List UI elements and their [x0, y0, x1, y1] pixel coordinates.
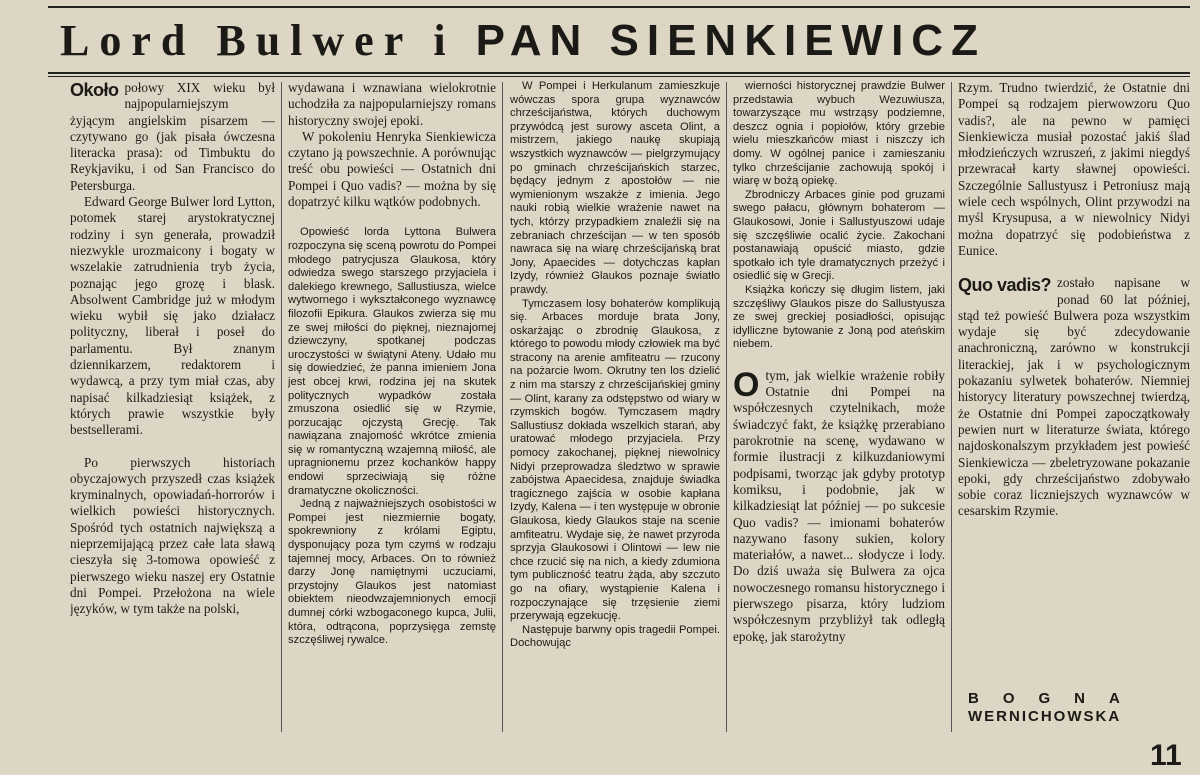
column-2-paragraph-2: W pokoleniu Henryka Sienkiewicza czytano ją powszechnie. A porównując treść obu powieści — Ostatnich dni Pompei i Quo vadis? — można by się dopatrzyć kilku wątków podobnych.	[288, 128, 496, 210]
title-part-1: Lord Bulwer i	[60, 16, 456, 65]
column-5-paragraph-2: Quo vadis? zostało napisane w ponad 60 lat później, stąd też powieść Bulwera poza wszystkim wydaje się być zdecydowanie anachroniczną, zarówno w konstrukcji literackiej, jak i w psychologicznym pokazaniu sylwetek bohaterów. Niemniej historycy literatury powszechnej twierdzą, że Ostatnie dni Pompei zapoczątkowały pewien nurt w literaturze świata, którego najdoskonalszym przykładem jest powieść Sienkiewicza — zbeletryzowane pokazanie epoki, gdy chrześcijaństwo zdobywało sobie coraz liczniejszych wyznawców w cesarskim Rzymie.	[958, 275, 1190, 519]
column-1-paragraph-2: Edward George Bulwer lord Lytton, potomek starej arystokratycznej rodziny i syn generała, prowadził niezwykle urozmaicony i bogaty w wszelakie zatrudnienia tryb życia, poznając jego grozę i blask. Absolwent Cambridge już w młodym wieku wybił się jako działacz polityczny, liberał i poseł do parlamentu. Był znanym dziennikarzem, redaktorem i wydawcą, a przy tym miał czas, aby napisać kilkadziesiąt książek, z których prawie wszystkie były bestsellerami.	[70, 194, 275, 438]
lead-word: Około	[70, 80, 119, 100]
column-1-paragraph-1: Około połowy XIX wieku był najpopularniejszym żyjącym angielskim pisarzem — czytywano go (jak pisała ówczesna literacka prasa): od Timbuktu do Reykjaviku, i od San Francisco do Petersburga.	[70, 80, 275, 193]
title-rule-thin	[48, 76, 1190, 77]
column-4	[733, 80, 945, 735]
column-4-paragraph-2: Zbrodniczy Arbaces ginie pod gruzami swego pałacu, głównym bohaterom — Glaukosowi, Jonie i Sallustyuszowi udaje się szczęśliwie ocalić życie. Zakochani postanawiają opuścić miasto, gdzie spotkało ich tyle dramatycznych przeżyć i osiedlić się w Grecji.	[733, 188, 945, 283]
column-5-paragraph-1: Rzym. Trudno twierdzić, że Ostatnie dni Pompei są rodzajem pierwowzoru Quo vadis?, ale na pewno w pamięci Sienkiewicza musiał pozostać jakiś ślad młodzieńczych wzruszeń, z jakimi niegdyś przewracał karty sławnej opowieści. Szczególnie Sallustyusz i Petroniusz mają wiele cech wspólnych, Olint przywodzi na myśl Krysupusa, a w niewolnicy Nidyi można dopatrzyć się podobieństwa z Eunice.	[958, 80, 1190, 258]
column-separator	[502, 82, 503, 732]
author-first-name: BOGNA	[968, 690, 1144, 707]
top-rule	[48, 6, 1190, 8]
column-4-small-block	[733, 80, 945, 352]
article-title	[60, 12, 1190, 70]
page-number: 11	[1150, 739, 1182, 772]
column-2-small-block	[288, 226, 496, 647]
title-part-2: PAN SIENKIEWICZ	[475, 16, 986, 65]
drop-cap: O	[733, 365, 760, 404]
column-2	[288, 80, 496, 735]
column-4-paragraph-1: wierności historycznej prawdzie Bulwer przedstawia wybuch Wezuwiusza, towarzyszące mu wstrząsy podziemne, deszcz ognia i popiołów, który grzebie wielu mieszkańców miast i niszczy ich domy. W ogólnej panice i zamieszaniu tylko chrześcijanie zachowują spokój i wiarę w bożą opiekę.	[733, 80, 945, 188]
column-2-paragraph-4: Jedną z najważniejszych osobistości w Pompei jest niezmiernie bogaty, spokrewniony z królami Egiptu, dysponujący poza tym czymś w rodzaju tajemnej mocy, Arbaces. On to również darzy Jonę namiętnymi uczuciami, przystojny Glaukos jest natomiast obiektem nieodwzajemnionych emocji dumnej córki wzbogaconego kupca, Julii, która, odtrącona, poprzysięga zemstę szczęśliwej rywalce.	[288, 498, 496, 647]
column-3-paragraph-1: W Pompei i Herkulanum zamieszkuje wówczas spora grupa wyznawców chrześcijaństwa, których duchowym przywódcą jest surowy asceta Olint, a mistrzem, jakiego naukę skupiają wszystkich wyznawców — pielgrzymujący po gminach chrześcijańskich starzec, będący jednym z apostołów — nie wymienionym wszakże z imienia. Jego nauki robią wielkie wrażenie nawet na tych, którzy przypadkiem znaleźli się na zebraniach chrześcijan — w ten sposób nawraca się na wiarę chrześcijańską brat Jony, Apaecides — dotychczas kapłan Izydy, również Glaukos poznaje światło prawdy.	[510, 80, 720, 296]
column-2-paragraph-3: Opowieść lorda Lyttona Bulwera rozpoczyna się sceną powrotu do Pompei młodego patrycjusza Glaukosa, który odwiedza swego starszego przyjaciela i dalekiego krewnego, Sallustiusza, wielce wytwornego i wykształconego wyznawcę filozofii Epikura. Glaukos zwierza się mu ze swej miłości do pięknej, nieznajomej dziewczyny, spotkanej podczas uroczystości w świątyni Ateny. Udało mu się dowiedzieć, że panna imieniem Jona jest obcej krwi, rodzina jej na skutek politycznych wypadków została zmuszona osiedlić się w Rzymie, porzucając ojczystą Grecję. Tak nawiązana znajomość wkrótce zmienia się w romantyczną wzajemną miłość, ale upragnionemu przez kochanków happy endowi sprzeciwiają się różne dramatyczne okoliczności.	[288, 226, 496, 497]
column-1-paragraph-3: Po pierwszych historiach obyczajowych przyszedł czas książek kryminalnych, opowiadań-horrorów i wielkich powieści historycznych. Spośród tych ostatnich największą a nieprzemijającą przez całe lata sławą cieszyła się 3-tomowa opowieść z pierwszego wieku naszej ery Ostatnie dni Pompei. Przełożona na wiele języków, w tym także na polski,	[70, 454, 275, 617]
column-3	[510, 80, 720, 735]
column-separator	[726, 82, 727, 732]
author-byline	[968, 690, 1193, 726]
title-rule	[48, 72, 1190, 74]
column-3-paragraph-2: Tymczasem losy bohaterów komplikują się. Arbaces morduje brata Jony, oskarżając o zbrodnię Glaukosa, z którego to powodu młody człowiek ma być stracony na arenie amfiteatru — rzucony na pożarcie lwom. Okrutny ten los dzielić z nim ma starszy z chrześcijańskiej gminy — Olint, karany za odstępstwo od wiary w rzymskich bogów. Tymczasem mądry Sallustiusz dokłada wszelkich starań, aby uratować młodego przyjaciela. Przy pomocy zakochanej, pięknej niewolnicy Nidyi przeprowadza śledztwo w sprawie zabójstwa Apaecidesa, znajduje świadka tragicznego zajścia w osobie kapłana Izydy, Kalena — i ten występuje w obronie Glaukosa, kiedy Glaukos staje na scenie amfiteatru. Wydaje się, że nawet przyroda sprzyja Glaukosowi i Olintowi — lew nie chce rzucić się na nich, a kiedy zdumiona tym publiczność teatru żąda, aby szczuto go na ofiary, wystąpienie Kalena i rozpoczynające się trzęsienie ziemi przerywają egzekucję.	[510, 297, 720, 623]
lead-phrase: Quo vadis?	[958, 275, 1052, 296]
column-3-paragraph-3: Następuje barwny opis tragedii Pompei. Dochowując	[510, 623, 720, 650]
author-last-name: WERNICHOWSKA	[968, 708, 1122, 725]
column-separator	[951, 82, 952, 732]
column-5	[958, 80, 1190, 685]
column-4-paragraph-4: Otym, jak wielkie wrażenie robiły Ostatnie dni Pompei na współczesnych czytelnikach, może świadczyć fakt, że książkę przerabiano parokrotnie na scenę, wydawano w formie ilustracji z kilkuzdaniowymi podpisami, tworząc jak gdyby prototyp komiksu, i podobnie, jak w kilkadziesiąt lat później — po sukcesie Quo vadis? — imionami bohaterów nazywano fasony sukien, kolory materiałów, a nawet... słodycze i lody. Do dziś uważa się Bulwera za ojca nowoczesnego romansu historycznego i pierwszego pisarza, który ludziom współczesnym przybliżył tak odległą epokę, jak starożytny	[733, 365, 945, 644]
column-4-paragraph-3: Książka kończy się długim listem, jaki szczęśliwy Glaukos pisze do Sallustyusza ze swej greckiej posiadłości, opisując idylliczne bytowanie z Joną pod ateńskim niebem.	[733, 283, 945, 351]
column-1	[70, 80, 275, 735]
column-separator	[281, 82, 282, 732]
column-2-paragraph-1: wydawana i wznawiana wielokrotnie uchodziła za najpopularniejszy romans historyczny swojej epoki.	[288, 80, 496, 128]
